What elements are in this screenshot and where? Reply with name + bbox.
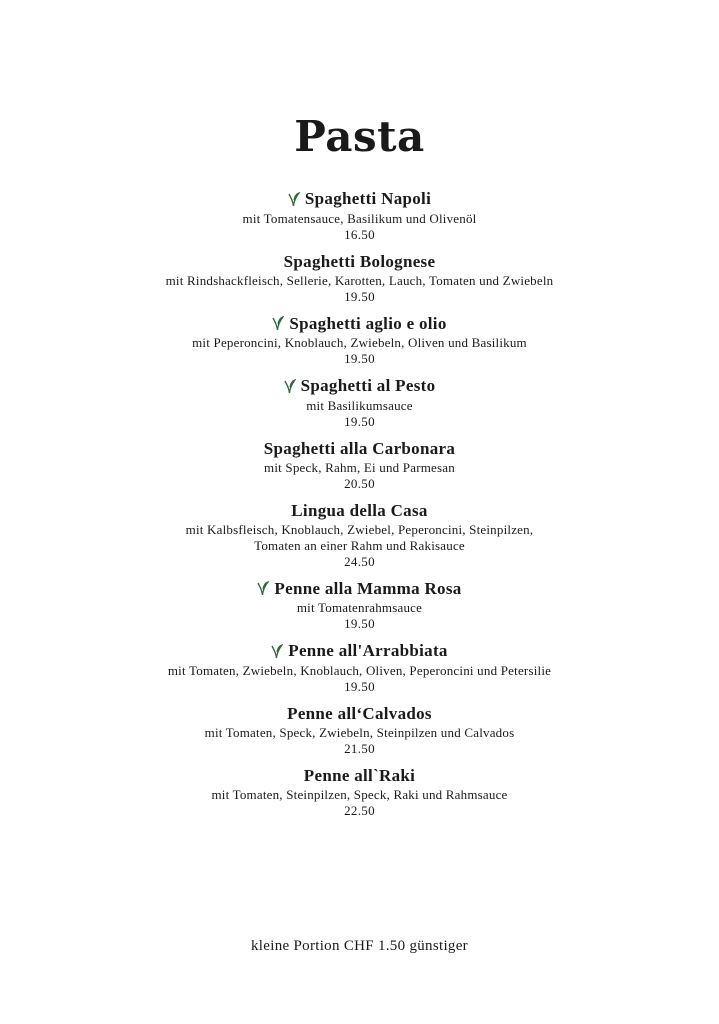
menu-item-name: Spaghetti aglio e olio [289,313,447,333]
menu-item-heading [284,375,436,397]
menu-item-description: mit Basilikumsauce [306,397,413,413]
menu-item [0,438,719,492]
menu-item-name: Penne all'Arrabbiata [288,641,448,660]
menu-item-description: mit Tomaten, Steinpilzen, Speck, Raki und Rahmsauce [211,786,508,802]
vegetarian-leaf-icon [288,192,300,207]
menu-item-description: mit Speck, Rahm, Ei und Parmesan [264,459,455,475]
menu-item-heading [271,640,447,662]
menu-item-description: mit Tomatenrahmsauce [296,600,423,615]
menu-item-name: Spaghetti al Pesto [300,376,436,395]
menu-item [0,703,719,757]
menu-item-heading [304,765,415,787]
menu-item [0,251,719,305]
menu-item [0,313,719,368]
menu-item-description: Tomaten an einer Rahm und Rakisauce [254,537,465,553]
menu-item-heading [284,251,436,273]
menu-item-description: mit Tomaten, Zwiebeln, Knoblauch, Oliven, Peperoncini und Petersilie [167,662,552,678]
menu-item-price: 19.50 [344,678,375,694]
menu-item-name: Spaghetti alla Carbonara [263,438,456,458]
menu-item-price: 24.50 [344,553,375,569]
vegetarian-leaf-icon [257,581,269,596]
menu-item-price: 21.50 [344,740,375,756]
menu-item-heading [264,438,455,460]
menu-item [0,578,719,633]
menu-item-heading [288,188,431,210]
menu-item-name: Penne all`Raki [303,765,416,785]
vegetarian-leaf-icon [272,316,284,331]
menu-item-name: Spaghetti Napoli [304,189,432,208]
menu-item-description: mit Rindshackfleisch, Sellerie, Karotten, Lauch, Tomaten und Zwiebeln [165,272,554,288]
menu-item-description: mit Kalbsfleisch, Knoblauch, Zwiebel, Peperoncini, Steinpilzen, [185,521,534,537]
pasta-menu-list [0,188,719,827]
menu-item [0,188,719,243]
menu-item-description: mit Tomatensauce, Basilikum und Olivenöl [242,210,477,226]
menu-item-price: 22.50 [344,802,375,818]
menu-item-heading [257,578,461,600]
menu-item-description: mit Tomaten, Speck, Zwiebeln, Steinpilzen und Calvados [204,724,515,740]
vegetarian-leaf-icon [271,644,283,659]
menu-item-description: mit Peperoncini, Knoblauch, Zwiebeln, Oliven und Basilikum [192,335,527,350]
menu-item-price: 19.50 [344,351,375,366]
menu-item-name: Spaghetti Bolognese [283,251,436,271]
vegetarian-leaf-icon [284,379,296,394]
menu-item [0,375,719,430]
menu-item-name: Lingua della Casa [291,500,428,520]
menu-item-heading [287,703,432,725]
menu-item-name: Penne all‘Calvados [287,703,432,723]
menu-item-heading [291,500,427,522]
menu-item-name: Penne alla Mamma Rosa [274,578,462,598]
page-title: Pasta [294,112,425,161]
menu-item [0,640,719,695]
menu-item [0,500,719,570]
menu-item-price: 16.50 [344,226,375,242]
menu-item-price: 20.50 [344,475,375,491]
footer-note: kleine Portion CHF 1.50 günstiger [251,938,468,954]
menu-item-price: 19.50 [344,616,375,631]
menu-item-price: 19.50 [344,413,375,429]
menu-item-heading [272,313,446,335]
menu-item-price: 19.50 [344,288,375,304]
menu-item [0,765,719,819]
